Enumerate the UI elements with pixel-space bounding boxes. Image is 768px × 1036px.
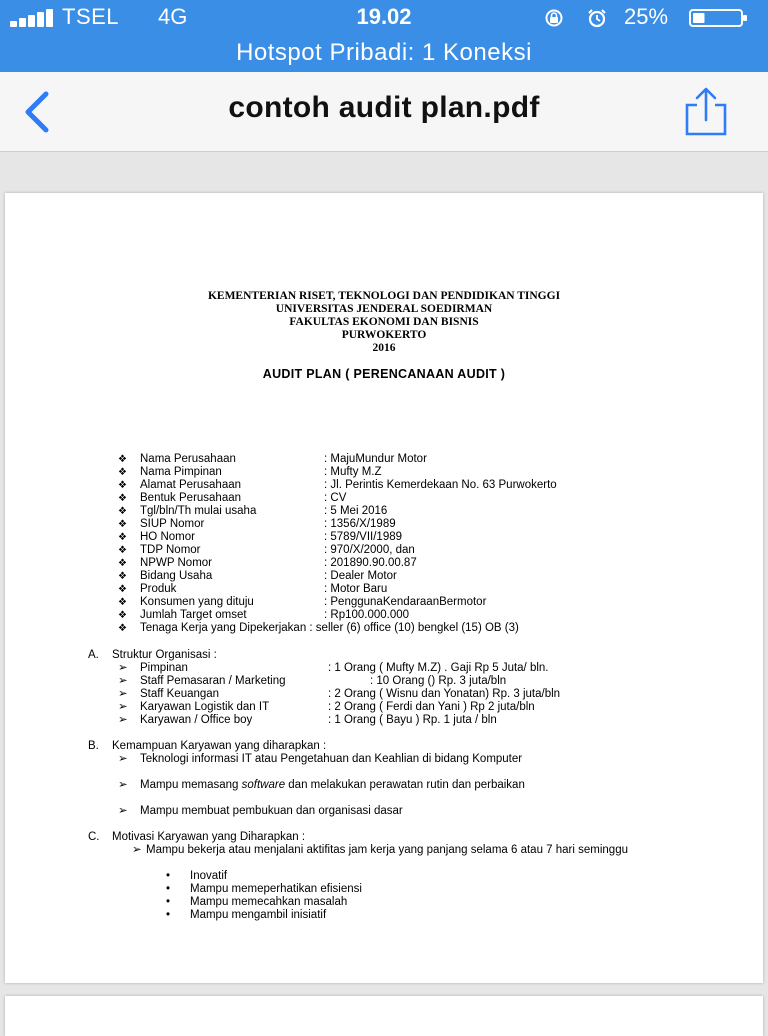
navigation-bar — [0, 72, 768, 152]
diamond-bullet-icon: ❖ — [118, 467, 127, 478]
info-label: Jumlah Target omset — [140, 609, 247, 621]
network-type: 4G — [158, 4, 188, 29]
arrow-bullet-icon: ➢ — [118, 805, 128, 817]
dot-bullet-icon: • — [166, 870, 171, 882]
section-c-heading: C. Motivasi Karyawan yang Diharapkan : — [88, 831, 306, 843]
share-icon — [687, 89, 725, 134]
dot-bullet-icon: • — [166, 896, 171, 908]
structure-value: : 10 Orang () Rp. 3 juta/bln — [370, 675, 507, 687]
info-label: SIUP Nomor — [140, 518, 205, 530]
battery-percentage: 25% — [624, 4, 669, 29]
battery-level — [693, 13, 705, 23]
info-label: TDP Nomor — [140, 544, 201, 556]
skill-item — [118, 753, 618, 766]
header-line: UNIVERSITAS JENDERAL SOEDIRMAN — [275, 303, 493, 315]
structure-label: Karyawan Logistik dan IT — [140, 701, 270, 713]
status-bar — [0, 0, 768, 72]
motivation-text: Mampu bekerja atau menjalani aktifitas jam kerja yang panjang selama 6 atau 7 hari seminggu — [146, 844, 628, 856]
header-line: PURWOKERTO — [341, 329, 427, 341]
header-line: KEMENTERIAN RISET, TEKNOLOGI DAN PENDIDIKAN TINGGI — [207, 290, 561, 302]
structure-value: : 1 Orang ( Bayu ) Rp. 1 juta / bln — [328, 714, 497, 726]
info-label: HO Nomor — [140, 531, 195, 543]
info-value: : MajuMundur Motor — [324, 453, 427, 465]
structure-label: Karyawan / Office boy — [140, 714, 253, 726]
arrow-bullet-icon: ➢ — [118, 675, 128, 687]
structure-value: : 2 Orang ( Wisnu dan Yonatan) Rp. 3 juta/bln — [328, 688, 561, 700]
structure-label: Staff Pemasaran / Marketing — [140, 675, 286, 687]
carrier-name: TSEL — [62, 4, 120, 29]
skill-text: Mampu membuat pembukuan dan organisasi dasar — [140, 805, 403, 817]
skill-item — [118, 779, 618, 792]
diamond-bullet-icon: ❖ — [118, 454, 127, 465]
info-label: Produk — [140, 583, 177, 595]
info-label: Bidang Usaha — [140, 570, 213, 582]
info-value: : 201890.90.00.87 — [324, 557, 417, 569]
hotspot-banner[interactable]: Hotspot Pribadi: 1 Koneksi — [236, 39, 532, 66]
info-value: : Rp100.000.000 — [324, 609, 410, 621]
info-value: : Mufty M.Z — [324, 466, 382, 478]
dot-bullet-icon: • — [166, 909, 171, 921]
diamond-bullet-icon: ❖ — [118, 493, 127, 504]
header-line: 2016 — [372, 342, 396, 354]
section-a-heading: A. Struktur Organisasi : — [88, 649, 217, 661]
alarm-icon — [587, 8, 607, 28]
diamond-bullet-icon: ❖ — [118, 532, 127, 543]
pdf-viewer[interactable] — [0, 153, 768, 1024]
diamond-bullet-icon: ❖ — [118, 545, 127, 556]
info-value: : PenggunaKendaraanBermotor — [324, 596, 487, 608]
section-b-heading: B. Kemampuan Karyawan yang diharapkan : — [88, 740, 327, 752]
info-value: : Dealer Motor — [324, 570, 397, 582]
battery-icon — [689, 9, 749, 27]
structure-label: Pimpinan — [140, 662, 188, 674]
info-label: Nama Pimpinan — [140, 466, 222, 478]
skill-item — [118, 805, 638, 818]
info-value: : 5 Mei 2016 — [324, 505, 388, 517]
structure-value: : 2 Orang ( Ferdi dan Yani ) Rp 2 juta/bln — [328, 701, 535, 713]
skill-text: Teknologi informasi IT atau Pengetahuan dan Keahlian di bidang Komputer — [140, 753, 523, 765]
motivation-sub-text: Mampu memecahkan masalah — [190, 896, 348, 908]
motivation-sub-text: Mampu mengambil inisiatif — [190, 909, 327, 921]
diamond-bullet-icon: ❖ — [118, 506, 127, 517]
structure-label: Staff Keuangan — [140, 688, 220, 700]
motivation-sub-text: Mampu memeperhatikan efisiensi — [190, 883, 362, 895]
info-label: Tenaga Kerja yang Dipekerjakan : seller (6) office (10) bengkel (15) OB (3) — [140, 622, 519, 634]
info-row — [118, 622, 519, 635]
info-value: : 5789/VII/1989 — [324, 531, 403, 543]
diamond-bullet-icon: ❖ — [118, 584, 127, 595]
diamond-bullet-icon: ❖ — [118, 519, 127, 530]
software-emphasis: software — [241, 779, 286, 791]
arrow-bullet-icon: ➢ — [118, 662, 128, 674]
diamond-bullet-icon: ❖ — [118, 558, 127, 569]
audit-plan-title: AUDIT PLAN ( PERENCANAAN AUDIT ) — [262, 367, 506, 381]
info-value: : Motor Baru — [324, 583, 388, 595]
document-title: contoh audit plan.pdf — [228, 91, 540, 124]
info-value: : Jl. Perintis Kemerdekaan No. 63 Purwokerto — [324, 479, 557, 491]
header-line: FAKULTAS EKONOMI DAN BISNIS — [289, 316, 479, 328]
diamond-bullet-icon: ❖ — [118, 571, 127, 582]
arrow-bullet-icon: ➢ — [118, 688, 128, 700]
structure-value: : 1 Orang ( Mufty M.Z) . Gaji Rp 5 Juta/ bln. — [328, 662, 549, 674]
arrow-bullet-icon: ➢ — [118, 714, 128, 726]
document-header — [0, 290, 768, 355]
info-label: Nama Perusahaan — [140, 453, 236, 465]
dot-bullet-icon: • — [166, 883, 171, 895]
info-value: : 970/X/2000, dan — [324, 544, 415, 556]
diamond-bullet-icon: ❖ — [118, 597, 127, 608]
arrow-bullet-icon: ➢ — [132, 844, 142, 856]
info-value: : CV — [324, 492, 347, 504]
info-label: Konsumen yang dituju — [140, 596, 254, 608]
info-label: Tgl/bln/Th mulai usaha — [140, 505, 257, 517]
diamond-bullet-icon: ❖ — [118, 610, 127, 621]
clock: 19.02 — [356, 4, 412, 29]
motivation-item — [132, 844, 692, 857]
motivation-sub-text: Inovatif — [190, 870, 228, 882]
arrow-bullet-icon: ➢ — [118, 753, 128, 765]
info-label: Bentuk Perusahaan — [140, 492, 242, 504]
info-value: : 1356/X/1989 — [324, 518, 396, 530]
diamond-bullet-icon: ❖ — [118, 480, 127, 491]
rotation-lock-icon — [543, 9, 565, 27]
pdf-page-next — [5, 996, 763, 1036]
share-button[interactable] — [680, 86, 732, 138]
info-label: NPWP Nomor — [140, 557, 212, 569]
arrow-bullet-icon: ➢ — [118, 779, 128, 791]
status-row — [0, 0, 768, 36]
diamond-bullet-icon: ❖ — [118, 623, 127, 634]
info-label: Alamat Perusahaan — [140, 479, 242, 491]
skill-text: Mampu memasang software dan melakukan perawatan rutin dan perbaikan — [140, 779, 525, 791]
arrow-bullet-icon: ➢ — [118, 701, 128, 713]
